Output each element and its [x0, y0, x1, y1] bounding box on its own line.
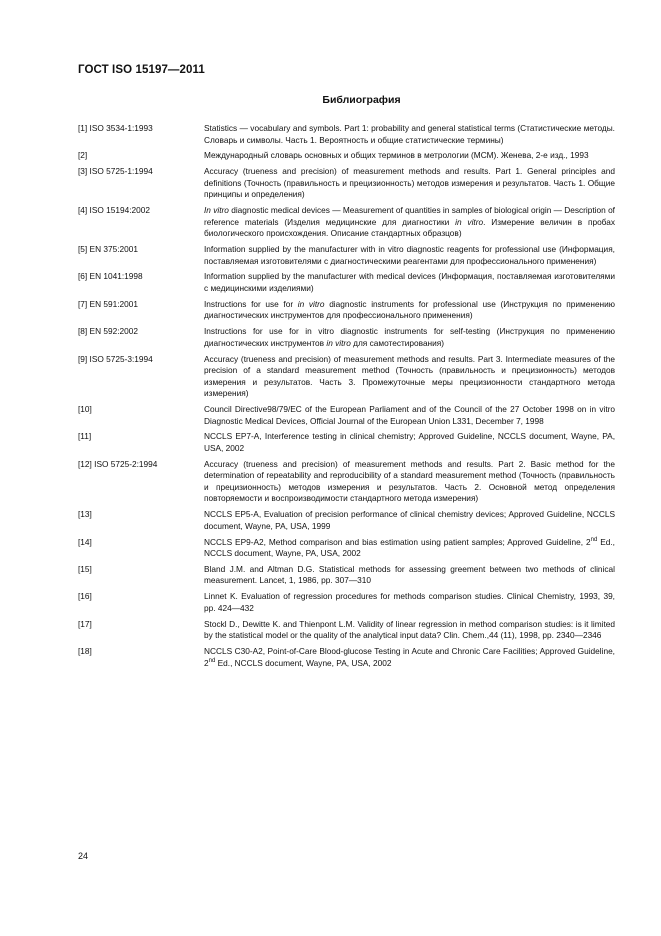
entry-text-segment: Statistics — vocabulary and symbols. Part 1: probability and general statistical terms (Статистические методы. Словарь и символы. Часть 1. Вероятность и общие статистические термины): [204, 123, 615, 145]
entry-text: [204, 166, 615, 201]
entry-text-segment: diagnostic medical devices — Measurement of quantities in samples of biological origin — Description of reference materials (Изделия медицинские для диагностики: [204, 205, 615, 227]
entry-text-segment: NCCLS EP5-A, Evaluation of precision performance of clinical chemistry devices; Approved Guideline, NCCLS document, Wayne, PA, USA, 1999: [204, 509, 615, 531]
bibliography-entry: [78, 271, 615, 294]
italic-text: In vitro: [204, 205, 229, 216]
entry-label: [16]: [78, 591, 92, 602]
entry-text-segment: . Измерение величин в пробах биологического происхождения. Описание стандартных образцов): [204, 216, 616, 239]
entry-text-segment: Information supplied by the manufacturer with medical devices (Информация, поставляемая изготовителями с медицинскими изделиями): [204, 271, 615, 293]
entry-text-segment: Information supplied by the manufacturer with in vitro diagnostic reagents for professional use (Информация, поставляемая изготовителями с диагностическими реагентами для профессионального применения): [204, 244, 615, 266]
bibliography-entry: [78, 205, 615, 240]
entry-label: [6] EN 1041:1998: [78, 271, 143, 282]
entry-text: [204, 150, 615, 162]
entry-label: [12] ISO 5725-2:1994: [78, 458, 158, 469]
bibliography-entry: [78, 123, 615, 146]
entry-text: [204, 404, 615, 427]
page-number: 24: [78, 851, 89, 861]
entry-label: [3] ISO 5725-1:1994: [78, 166, 153, 177]
entry-text-segment: Accuracy (trueness and precision) of measurement methods and results. Part 1. General principles and definitions (Точность (правильность и прецизионность) методов измерения и результатов. Часть 1. Общие принципы и определения): [204, 166, 615, 200]
italic-text: in vitro: [326, 337, 351, 348]
entry-text: [204, 271, 615, 294]
entry-label: [18]: [78, 646, 92, 657]
superscript-text: nd: [590, 536, 598, 543]
entry-text: [204, 326, 615, 349]
entry-text-segment: NCCLS EP9-A2, Method comparison and bias estimation using patient samples; Approved Guideline, 2: [204, 536, 591, 547]
entry-label: [13]: [78, 509, 92, 520]
entry-label: [1] ISO 3534-1:1993: [78, 123, 153, 133]
entry-label: [11]: [78, 431, 92, 442]
entry-label: [4] ISO 15194:2002: [78, 205, 150, 216]
entry-text: [204, 509, 615, 532]
entry-text-segment: Bland J.M. and Altman D.G. Statistical methods for assessing greement between two methods of clinical measurement. Lancet, 1, 1986, pp. 307—310: [204, 563, 615, 586]
entry-label: [14]: [78, 536, 92, 547]
italic-text: in vitro: [297, 298, 325, 309]
italic-text: in vitro: [455, 216, 484, 227]
entry-label: [15]: [78, 563, 92, 574]
entry-text: [204, 205, 615, 240]
bibliography-entry: [78, 150, 615, 162]
entry-text: [204, 646, 615, 669]
entry-text: [204, 619, 615, 642]
entry-text-segment: Stockl D., Dewitte K. and Thienpont L.M. Validity of linear regression in method comparison studies: is it limited by the statistical model or the quality of the analytical input data? Clin. Chem.,44 (11), 1998, pp. 2340—2346: [204, 618, 615, 641]
entry-text: [204, 591, 615, 614]
entry-text: [204, 123, 615, 146]
bibliography-entry: [78, 537, 615, 560]
entry-text-segment: Instructions for use for in vitro diagnostic instruments for self-testing (Инструкция по применению диагностических инструментов: [204, 326, 615, 348]
entry-text-segment: Accuracy (trueness and precision) of measurement methods and results. Part 2. Basic method for the determination of repeatability and reproducibility of a standard measurement method (Точность (правильность и прецизионность) методов измерения и результатов. Часть 2. Основной метод определения повторяемости и воспроизводимости стандартного метода измерения): [204, 458, 615, 504]
bibliography-entry: [78, 431, 615, 454]
entry-text-segment: Council Directive98/79/EC of the European Parliament and of the Council of the 27 October 1998 on in vitro Diagnostic Medical Devices, Official Journal of the European Union L331, December 7, 1998: [204, 404, 615, 426]
entry-text-segment: Международный словарь основных и общих терминов в метрологии (МСМ). Женева, 2-е изд., 1993: [204, 150, 589, 161]
bibliography-entry: [78, 646, 615, 669]
entry-text-segment: для самотестирования): [350, 337, 445, 348]
bibliography-entry: [78, 354, 615, 400]
bibliography-entry: [78, 591, 615, 614]
entry-text: [204, 354, 615, 400]
entry-text: [204, 299, 615, 322]
entry-text-segment: Linnet K. Evaluation of regression procedures for methods comparison studies. Clinical Chemistry, 1993, 39, pp. 424—432: [204, 591, 615, 613]
bibliography-entry: [78, 404, 615, 427]
bibliography-entry: [78, 326, 615, 349]
entry-label: [5] EN 375:2001: [78, 244, 138, 255]
bibliography-entry: [78, 244, 615, 267]
entry-label: [7] EN 591:2001: [78, 298, 138, 309]
entry-text-segment: Instructions for use for: [204, 298, 298, 309]
bibliography-entry: [78, 299, 615, 322]
entry-label: [8] EN 592:2002: [78, 326, 138, 337]
bibliography-title: Библиография: [322, 94, 401, 106]
entry-text-segment: diagnostic instruments for professional use (Инструкция по применению диагностических инструментов для профессионального применения): [204, 298, 615, 321]
entry-label: [17]: [78, 618, 92, 629]
entry-text-segment: NCCLS EP7-A, Interference testing in clinical chemistry; Approved Guideline, NCCLS document, Wayne, PA, USA, 2002: [204, 431, 615, 453]
entry-label: [10]: [78, 404, 92, 415]
entry-text: [204, 244, 615, 267]
bibliography-entry: [78, 459, 615, 505]
bibliography-entry: [78, 564, 615, 587]
superscript-text: nd: [208, 657, 216, 664]
entry-text: [204, 537, 615, 560]
entry-text: [204, 564, 615, 587]
entry-text-segment: Ed., NCCLS document, Wayne, PA, USA, 2002: [204, 536, 615, 559]
entry-text: [204, 431, 615, 454]
bibliography-entry: [78, 166, 615, 201]
entry-label: [2]: [78, 150, 88, 161]
bibliography-list: [78, 123, 615, 674]
bibliography-entry: [78, 509, 615, 532]
entry-text-segment: Accuracy (trueness and precision) of measurement methods and results. Part 3. Intermediate measures of the precision of a standard measurement method (Точность (правильность и прецизионность) методов измерения и результатов. Часть 3. Промежуточные меры прецизионности стандартного метода измерения): [204, 353, 615, 399]
entry-text: [204, 459, 615, 505]
bibliography-entry: [78, 619, 615, 642]
entry-text-segment: Ed., NCCLS document, Wayne, PA, USA, 2002: [215, 657, 392, 668]
entry-label: [9] ISO 5725-3:1994: [78, 353, 153, 364]
document-header: ГОСТ ISO 15197—2011: [78, 64, 205, 76]
entry-text-segment: NCCLS C30-A2, Point-of-Care Blood-glucose Testing in Acute and Chronic Care Facilities; Approved Guideline, 2: [204, 646, 615, 668]
